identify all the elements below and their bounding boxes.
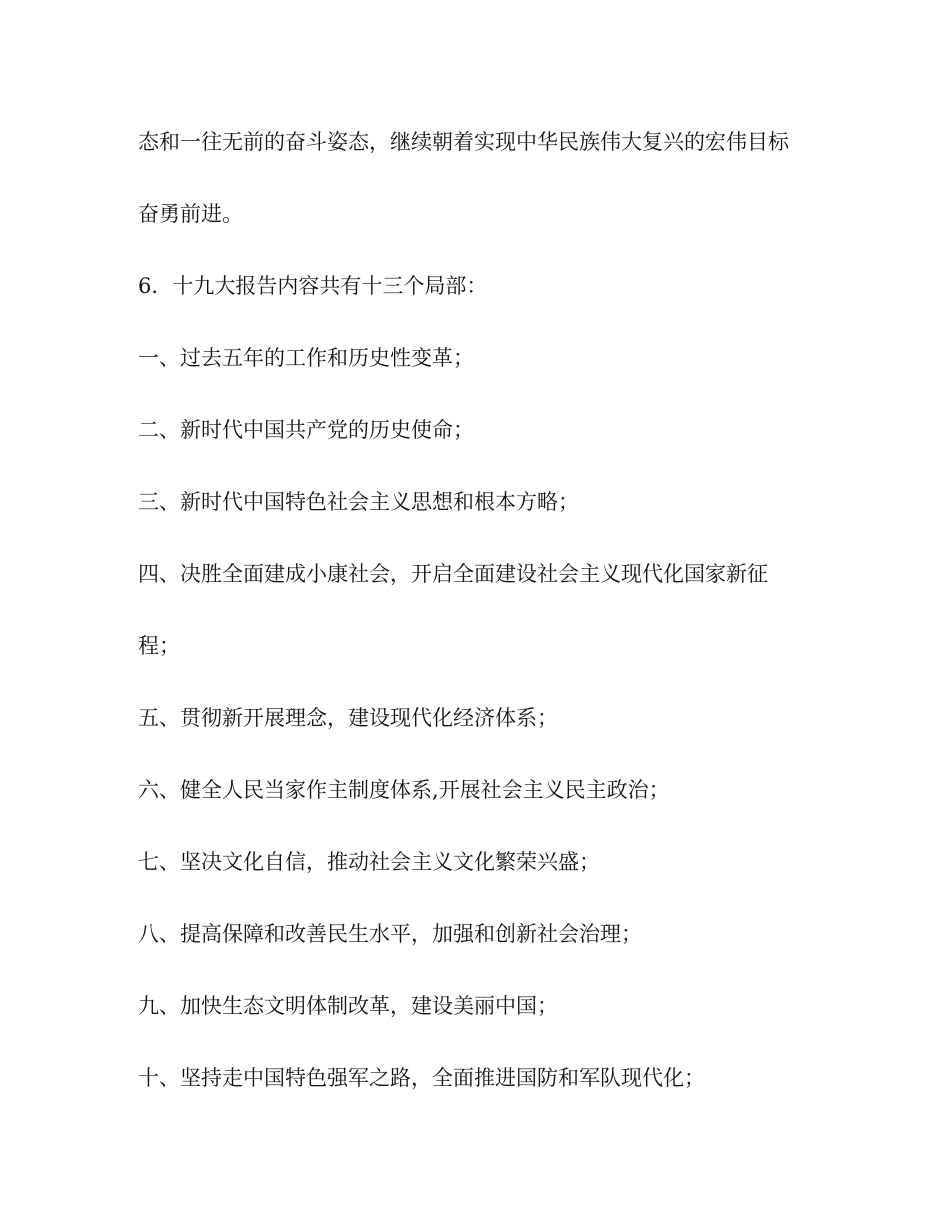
list-item-7: 七、坚决文化自信，推动社会主义文化繁荣兴盛； [138, 850, 600, 874]
paragraph-continuation-line-2: 奋勇前进。 [138, 202, 243, 226]
section-heading-item-6: 6．十九大报告内容共有十三个局部： [138, 274, 488, 298]
list-item-8: 八、提高保障和改善民生水平，加强和创新社会治理； [138, 922, 642, 946]
list-item-4-continuation: 程； [138, 634, 180, 658]
list-item-6: 六、健全人民当家作主制度体系,开展社会主义民主政治； [138, 778, 670, 802]
list-item-1: 一、过去五年的工作和历史性变革； [138, 346, 474, 370]
list-item-4: 四、决胜全面建成小康社会，开启全面建设社会主义现代化国家新征 [138, 562, 768, 586]
list-item-9: 九、加快生态文明体制改革，建设美丽中国； [138, 994, 558, 1018]
paragraph-continuation-line-1: 态和一往无前的奋斗姿态，继续朝着实现中华民族伟大复兴的宏伟目标 [138, 130, 789, 154]
list-item-10: 十、坚持走中国特色强军之路，全面推进国防和军队现代化； [138, 1066, 705, 1090]
list-item-2: 二、新时代中国共产党的历史使命； [138, 418, 474, 442]
list-item-3: 三、新时代中国特色社会主义思想和根本方略； [138, 490, 579, 514]
list-item-5: 五、贯彻新开展理念，建设现代化经济体系； [138, 706, 558, 730]
